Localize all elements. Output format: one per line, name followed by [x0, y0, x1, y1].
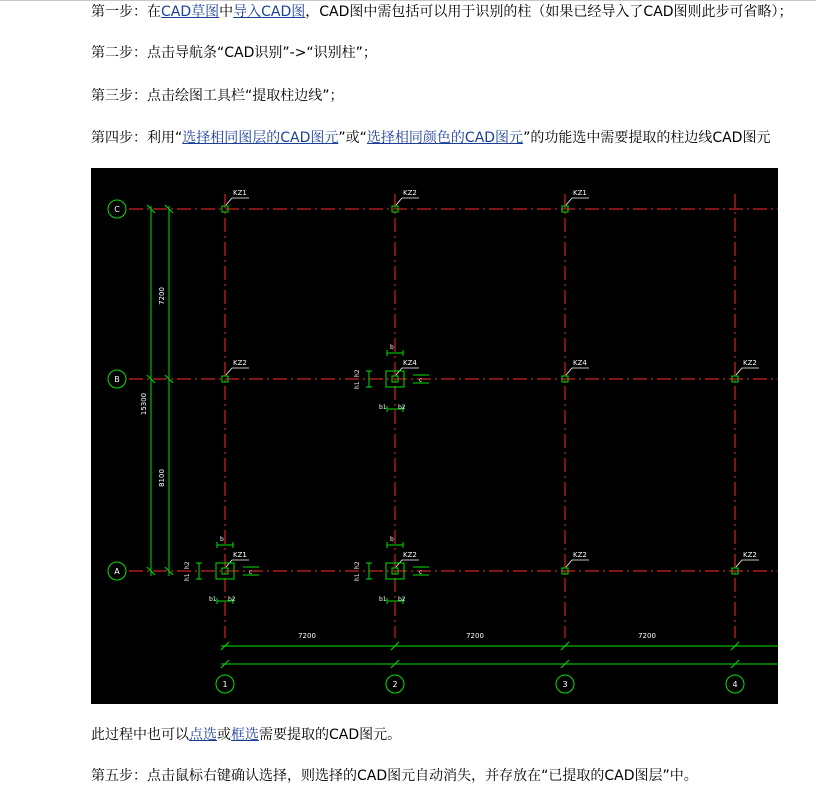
axis-label-1: 1	[222, 680, 228, 689]
detail-label-c: c	[249, 569, 253, 576]
detail-label-h2: h2	[354, 369, 361, 377]
note-line	[91, 726, 401, 744]
column-leader	[736, 560, 759, 567]
import-cad-link[interactable]: 导入CAD图	[233, 4, 306, 20]
note-mid: 或	[217, 727, 231, 743]
point-select-link[interactable]: 点选	[189, 727, 217, 743]
axis-label-C: C	[114, 205, 120, 214]
column-tag: KZ1	[233, 551, 247, 559]
detail-label-b1: b1	[379, 404, 387, 411]
axis-label-4: 4	[732, 680, 738, 689]
column-leader	[226, 198, 249, 205]
step-4-mid: ”或“	[338, 130, 367, 146]
column-leader	[396, 198, 419, 205]
note-suffix: 需要提取的CAD图元。	[259, 727, 402, 743]
detail-label-h2: h2	[354, 561, 361, 569]
column-leader	[566, 368, 589, 375]
column-leader	[736, 368, 759, 375]
column-tag: KZ2	[743, 551, 757, 559]
detail-label-h2: h2	[184, 561, 191, 569]
detail-label-c: c	[419, 377, 423, 384]
detail-label-h1: h1	[354, 381, 361, 389]
cad-sketch-link[interactable]: CAD草图	[161, 4, 220, 20]
step-1-prefix: 第一步：在	[91, 4, 161, 20]
column-tag: KZ2	[403, 551, 417, 559]
cad-drawing-canvas	[91, 168, 778, 704]
column-leader	[226, 368, 249, 375]
detail-label-h1: h1	[184, 573, 191, 581]
axis-label-2: 2	[392, 680, 398, 689]
column-tag: KZ1	[573, 189, 587, 197]
step-4-prefix: 第四步：利用“	[91, 130, 183, 146]
column-leader	[566, 560, 589, 567]
step-1	[91, 3, 793, 21]
select-same-layer-link[interactable]: 选择相同图层的CAD图元	[182, 130, 339, 146]
detail-label-b2: b2	[228, 596, 236, 603]
column-tag: KZ4	[403, 359, 417, 367]
box-select-link[interactable]: 框选	[231, 727, 259, 743]
note-prefix: 此过程中也可以	[91, 727, 189, 743]
detail-label-b1: b1	[379, 596, 387, 603]
column-tag: KZ1	[233, 189, 247, 197]
detail-label-b: b	[390, 536, 394, 543]
column-tag: KZ2	[743, 359, 757, 367]
axis-label-3: 3	[562, 680, 568, 689]
step-1-suffix: ，CAD图中需包括可以用于识别的柱（如果已经导入了CAD图则此步可省略）；	[305, 4, 793, 20]
step-3: 第三步：点击绘图工具栏“提取柱边线”；	[91, 88, 344, 104]
step-1-mid: 中	[219, 4, 234, 20]
dim-text-upper: 7200	[158, 287, 166, 305]
column-leader	[566, 198, 589, 205]
detail-label-b2: b2	[398, 596, 406, 603]
step-2: 第二步：点击导航条“CAD识别”->“识别柱”；	[91, 45, 377, 61]
column-tag: KZ2	[233, 359, 247, 367]
column-tag: KZ4	[573, 359, 587, 367]
step-5: 第五步：点击鼠标右键确认选择，则选择的CAD图元自动消失，并存放在“已提取的CAD图层”中。	[91, 768, 698, 784]
dim-text-lower: 8100	[158, 469, 166, 487]
detail-label-b: b	[390, 344, 394, 351]
step-4-suffix: ”的功能选中需要提取的柱边线CAD图元	[523, 130, 771, 146]
detail-label-h1: h1	[354, 573, 361, 581]
dim-text-h-1: 7200	[298, 632, 316, 640]
dim-text-h-3: 7200	[638, 632, 656, 640]
axis-label-B: B	[114, 375, 120, 384]
column-tag: KZ2	[403, 189, 417, 197]
detail-label-c: c	[419, 569, 423, 576]
detail-label-b: b	[220, 536, 224, 543]
detail-label-b1: b1	[209, 596, 217, 603]
axis-label-A: A	[114, 567, 120, 576]
dim-text-h-2: 7200	[466, 632, 484, 640]
step-4	[91, 129, 770, 147]
detail-label-b2: b2	[398, 404, 406, 411]
dim-text-total: 15300	[140, 392, 148, 416]
cad-drawing	[91, 168, 778, 704]
column-tag: KZ2	[573, 551, 587, 559]
top-separator	[0, 0, 816, 1]
select-same-color-link[interactable]: 选择相同颜色的CAD图元	[366, 130, 524, 146]
